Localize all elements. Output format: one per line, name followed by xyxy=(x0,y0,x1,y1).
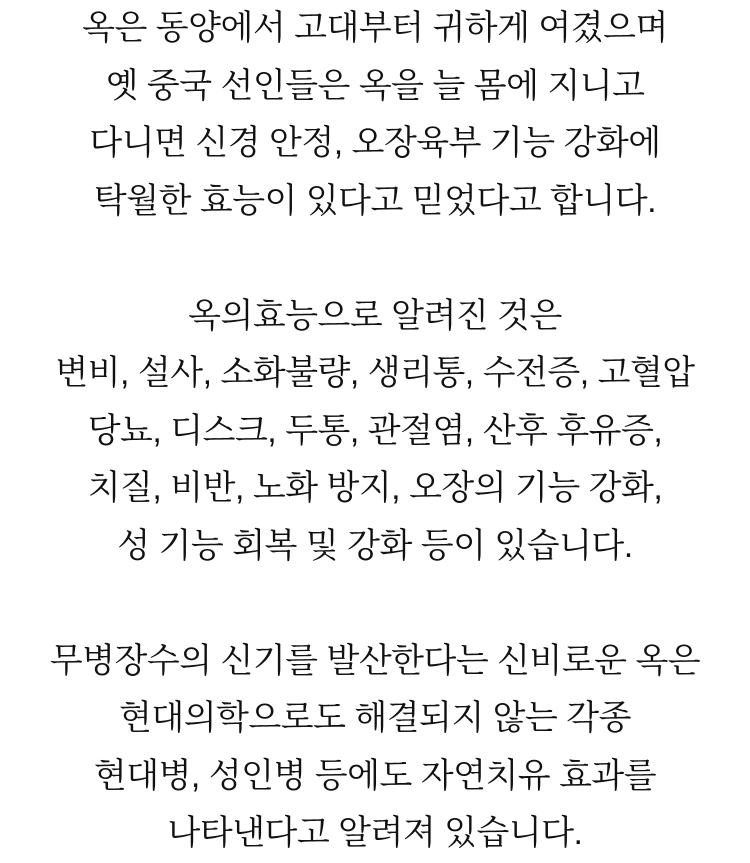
text-line: 옥의효능으로 알려진 것은 xyxy=(188,296,562,335)
text-line: 현대병, 성인병 등에도 자연치유 효과를 xyxy=(93,756,657,795)
text-line: 다니면 신경 안정, 오장육부 기능 강화에 xyxy=(89,124,661,162)
text-line: 성 기능 회복 및 강화 등이 있습니다. xyxy=(117,526,633,565)
text-line: 나타낸다고 알려져 있습니다. xyxy=(167,814,583,852)
text-line: 당뇨, 디스크, 두통, 관절염, 산후 후유증, xyxy=(87,411,663,450)
paragraph-jade-benefits-list xyxy=(0,288,750,576)
text-line: 무병장수의 신기를 발산한다는 신비로운 옥은 xyxy=(49,641,701,680)
text-line: 탁월한 효능이 있다고 믿었다고 합니다. xyxy=(93,181,657,220)
paragraph-jade-history xyxy=(0,0,750,230)
paragraph-jade-healing xyxy=(0,633,750,863)
text-line: 변비, 설사, 소화불량, 생리통, 수전증, 고혈압 xyxy=(55,354,695,392)
text-line: 현대의학으로도 해결되지 않는 각종 xyxy=(119,699,631,737)
text-line: 치질, 비반, 노화 방지, 오장의 기능 강화, xyxy=(87,469,663,507)
text-line: 옥은 동양에서 고대부터 귀하게 여겼으며 xyxy=(82,9,668,47)
text-line: 옛 중국 선인들은 옥을 늘 몸에 지니고 xyxy=(105,66,645,105)
